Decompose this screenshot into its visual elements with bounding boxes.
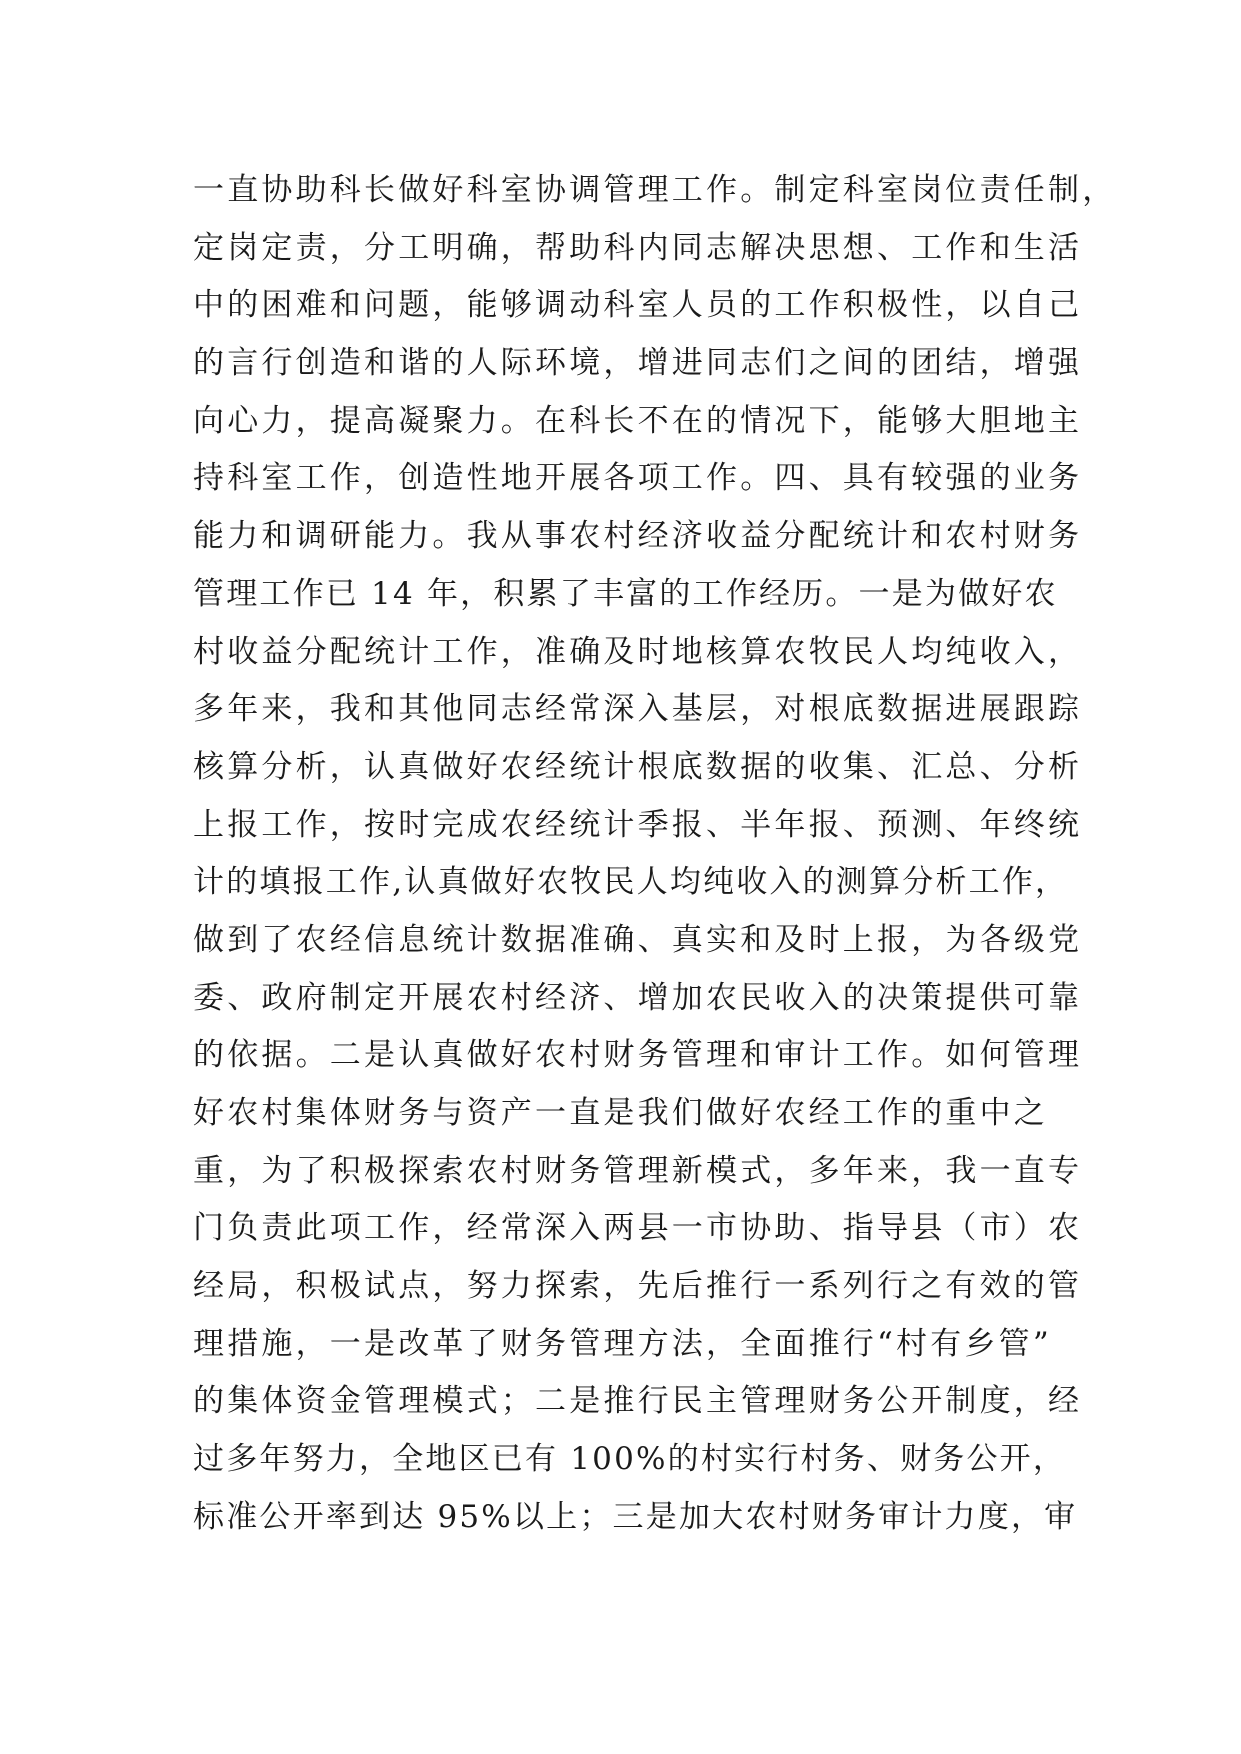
text-line-8: 管理工作已 14 年，积累了丰富的工作经历。一是为做好农 xyxy=(193,575,1058,612)
text-line-11: 核算分析，认真做好农经统计根底数据的收集、汇总、分析 xyxy=(193,748,1083,785)
text-line-21: 理措施，一是改革了财务管理方法，全面推行“村有乡管” xyxy=(193,1325,1052,1362)
text-line-1: 一直协助科长做好科室协调管理工作。制定科室岗位责任制， xyxy=(193,172,1117,208)
text-line-14: 做到了农经信息统计数据准确、真实和及时上报，为各级党 xyxy=(193,921,1083,958)
text-line-24: 标准公开率到达 95%以上；三是加大农村财务审计力度，审 xyxy=(193,1498,1078,1535)
text-line-4: 的言行创造和谐的人际环境，增进同志们之间的团结，增强 xyxy=(193,345,1083,382)
text-line-10: 多年来，我和其他同志经常深入基层，对根底数据进展跟踪 xyxy=(193,691,1083,728)
text-line-3: 中的困难和问题，能够调动科室人员的工作积极性，以自己 xyxy=(193,287,1083,324)
text-line-16: 的依据。二是认真做好农村财务管理和审计工作。如何管理 xyxy=(193,1037,1083,1074)
text-line-22: 的集体资金管理模式；二是推行民主管理财务公开制度，经 xyxy=(193,1383,1083,1420)
text-line-9: 村收益分配统计工作，准确及时地核算农牧民人均纯收入， xyxy=(193,633,1083,670)
text-line-12: 上报工作，按时完成农经统计季报、半年报、预测、年终统 xyxy=(193,806,1083,843)
text-line-23: 过多年努力，全地区已有 100%的村实行村务、财务公开， xyxy=(193,1441,1067,1478)
text-line-19: 门负责此项工作，经常深入两县一市协助、指导县（市）农 xyxy=(193,1210,1083,1247)
text-line-13: 计的填报工作,认真做好农牧民人均纯收入的测算分析工作， xyxy=(193,864,1069,901)
text-line-7: 能力和调研能力。我从事农村经济收益分配统计和农村财务 xyxy=(193,518,1083,555)
text-line-2: 定岗定责，分工明确，帮助科内同志解决思想、工作和生活 xyxy=(193,229,1083,266)
text-line-5: 向心力，提高凝聚力。在科长不在的情况下，能够大胆地主 xyxy=(193,402,1083,439)
text-line-20: 经局，积极试点，努力探索，先后推行一系列行之有效的管 xyxy=(193,1268,1083,1305)
body-text xyxy=(193,162,1117,1547)
text-line-15: 委、政府制定开展农村经济、增加农民收入的决策提供可靠 xyxy=(193,979,1083,1016)
text-line-17: 好农村集体财务与资产一直是我们做好农经工作的重中之 xyxy=(193,1095,1048,1131)
text-line-18: 重，为了积极探索农村财务管理新模式，多年来，我一直专 xyxy=(193,1152,1083,1189)
text-line-6: 持科室工作，创造性地开展各项工作。四、具有较强的业务 xyxy=(193,460,1083,497)
